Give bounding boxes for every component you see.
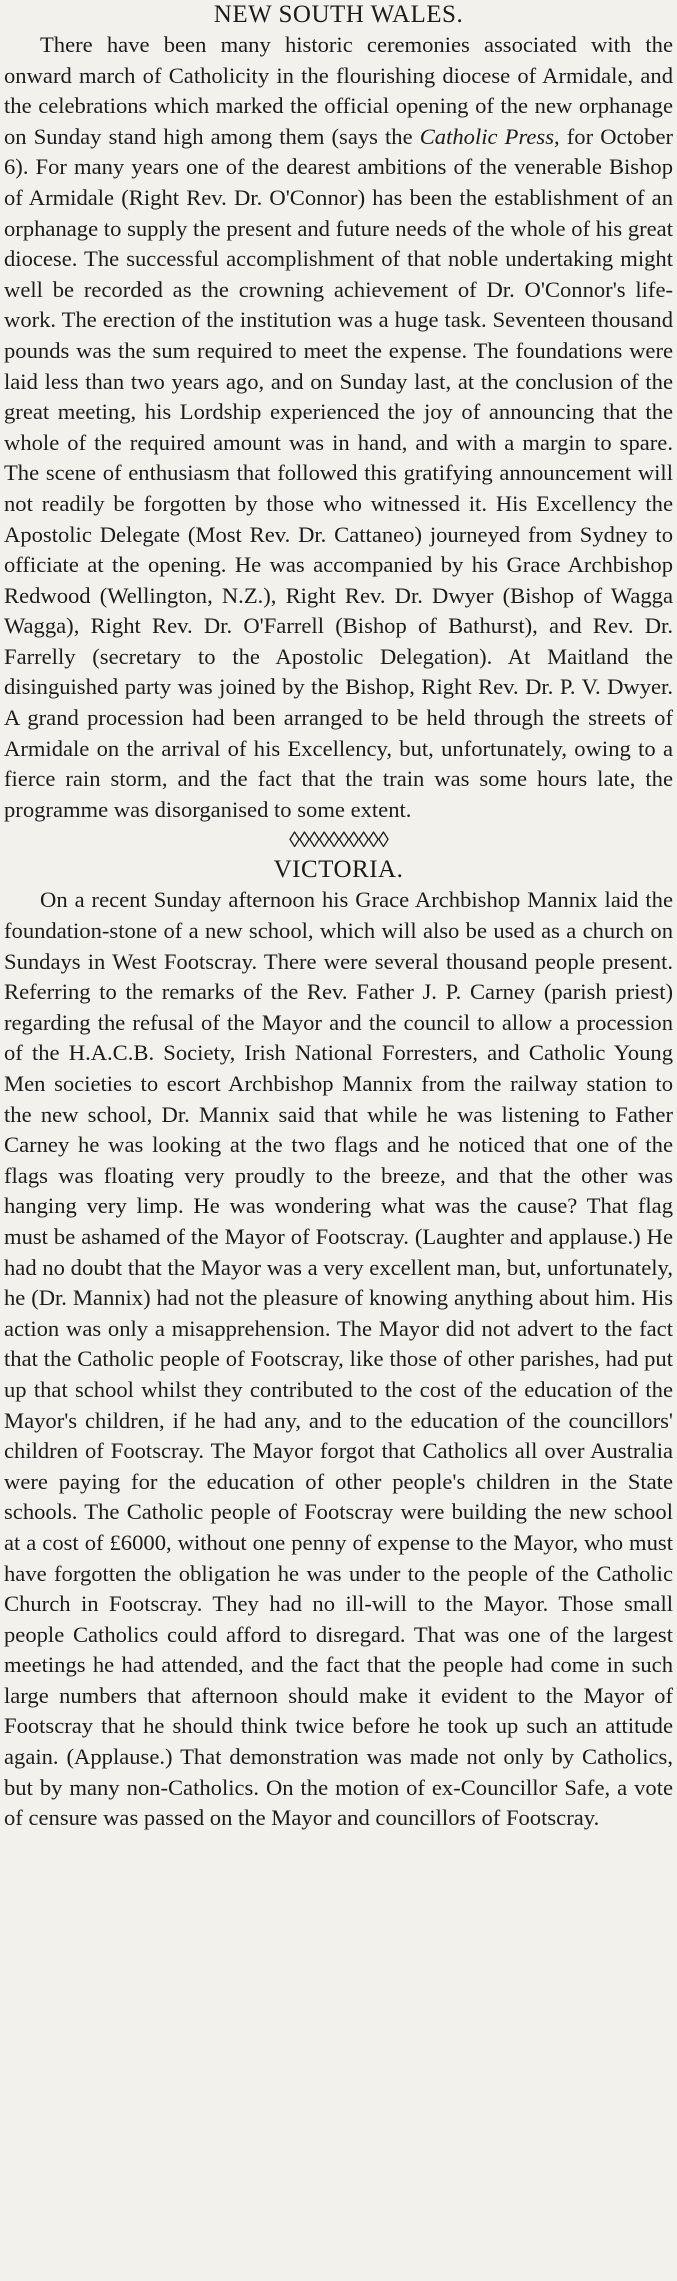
article-paragraph-new-south-wales bbox=[4, 30, 673, 825]
publication-title: Catholic Press bbox=[419, 123, 555, 149]
section-heading-new-south-wales: NEW SOUTH WALES. bbox=[213, 1, 464, 28]
ornamental-divider: ◊◊◊◊◊◊◊◊◊◊ bbox=[289, 827, 388, 853]
section-heading-victoria: VICTORIA. bbox=[273, 856, 404, 884]
article-paragraph-victoria: On a recent Sunday afternoon his Grace Archbishop Mannix laid the foundation-stone of a new school, which will also be used as a church on Sundays in West Footscray. There were several thousand people present. Referring to the remarks of the Rev. Father J. P. Carney (parish priest) regarding the refusal of the Mayor and the council to allow a procession of the H.A.C.B. Society, Irish National Forresters, and Catholic Young Men societies to escort Archbishop Mannix from the railway station to the new school, Dr. Mannix said that while he was listening to Father Carney he was looking at the two flags and he noticed that one of the flags was floating very proudly to the breeze, and that the other was hanging very limp. He was wondering what was the cause? That flag must be ashamed of the Mayor of Footscray. (Laughter and applause.) He had no doubt that the Mayor was a very excellent man, but, unfortunately, he (Dr. Mannix) had not the pleasure of knowing anything about him. His action was only a misapprehension. The Mayor did not advert to the fact that the Catholic people of Footscray, like those of other parishes, had put up that school whilst they contributed to the cost of the education of the Mayor's children, if he had any, and to the education of the councillors' children of Footscray. The Mayor forgot that Catholics all over Australia were paying for the education of other people's children in the State schools. The Catholic people of Footscray were building the new school at a cost of £6000, without one penny of expense to the Mayor, who must have forgotten the obligation he was under to the people of the Catholic Church in Footscray. They had no ill-will to the Mayor. Those small people Catholics could afford to disregard. That was one of the largest meetings he had attended, and the fact that the people had come in such large numbers that afternoon should make it evident to the Mayor of Footscray that he should think twice before he took up such an attitude again. (Applause.) That demonstration was made not only by Catholics, but by many non-Catholics. On the motion of ex-Councillor Safe, a vote of censure was passed on the Mayor and councillors of Footscray. bbox=[4, 887, 673, 1831]
paragraph-text-lead: There have been many historic ceremonies associated with the onward march of Catholicity in the flourishing diocese of Armidale, and the celebrations which marked the official opening of the new orphanage on Sunday stand high among them (says the bbox=[4, 32, 673, 149]
paragraph-text-rest: , for October 6). For many years one of the dearest ambitions of the venerable Bishop of Armidale (Right Rev. Dr. O'Connor) has been the establishment of an orphanage to supply the present and future needs of the whole of his great diocese. The successful accomplishment of that noble undertaking might well be recorded as the crowning achievement of Dr. O'Connor's life-work. The erection of the institution was a huge task. Seventeen thousand pounds was the sum required to meet the expense. The foundations were laid less than two years ago, and on Sunday last, at the conclusion of the great meeting, his Lordship experienced the joy of announcing that the whole of the required amount was in hand, and with a margin to spare. The scene of enthusiasm that followed this gratifying announcement will not readily be forgotten by those who witnessed it. His Excellency the Apostolic Delegate (Most Rev. Dr. Cattaneo) journeyed from Sydney to officiate at the opening. He was accompanied by his Grace Archbishop Redwood (Wellington, N.Z.), Right Rev. Dr. Dwyer (Bishop of Wagga Wagga), Right Rev. Dr. O'Farrell (Bishop of Bathurst), and Rev. Dr. Farrelly (secretary to the Apostolic Delegation). At Maitland the disinguished party was joined by the Bishop, Right Rev. Dr. P. V. Dwyer. A grand procession had been arranged to be held through the streets of Armidale on the arrival of his Excellency, but, unfortunately, owing to a fierce rain storm, and the fact that the train was some hours late, the programme was disorganised to some extent. bbox=[4, 123, 673, 822]
